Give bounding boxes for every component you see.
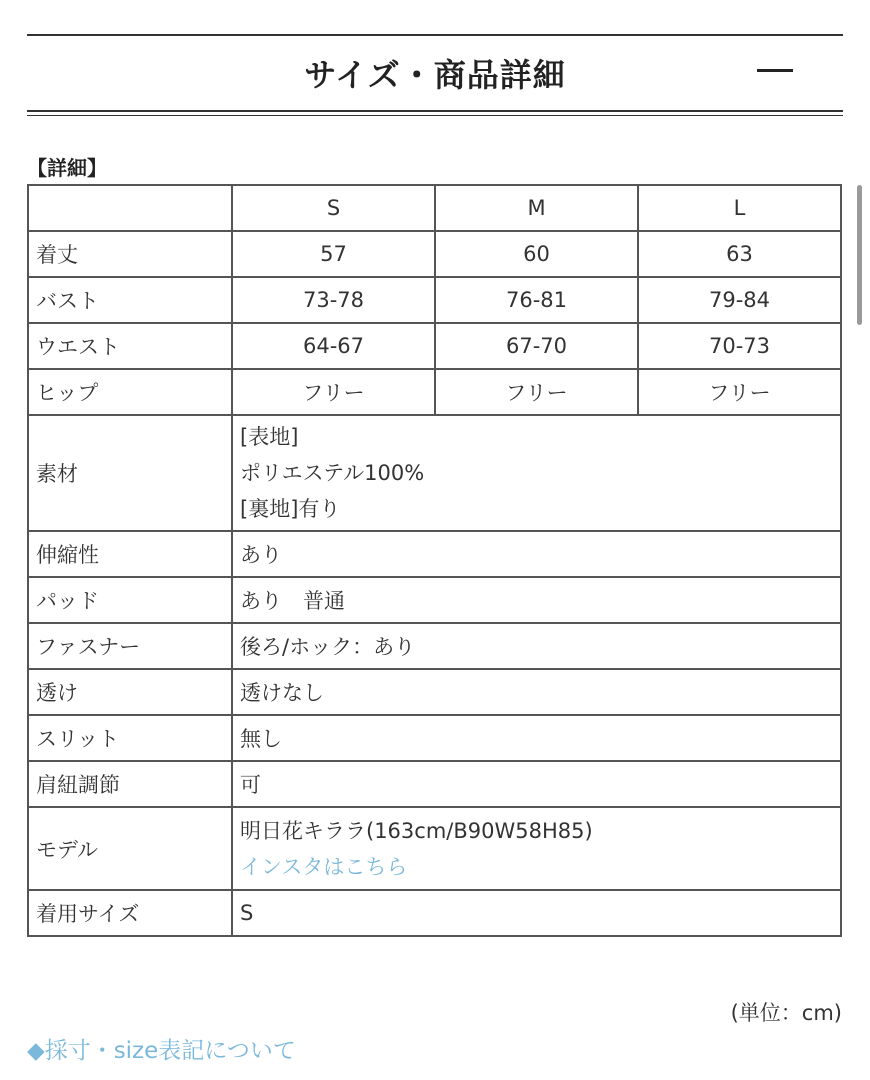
row-label-hip: ヒップ — [28, 369, 232, 415]
cell-bust-s: 73-78 — [232, 277, 435, 323]
table-row — [28, 369, 841, 415]
cell-waist-m: 67-70 — [435, 323, 638, 369]
material-line-outer: [表地] — [240, 425, 299, 449]
column-header-l: L — [638, 185, 841, 231]
table-row — [28, 415, 841, 531]
details-label: 【詳細】 — [27, 156, 107, 180]
minus-icon-bar — [757, 69, 793, 72]
row-label-length: 着丈 — [28, 231, 232, 277]
spec-table — [27, 184, 842, 937]
worn-size-value: S — [232, 890, 841, 936]
cell-length-s: 57 — [232, 231, 435, 277]
material-line-composition: ポリエステル100% — [240, 461, 425, 485]
row-label-stretch: 伸縮性 — [28, 531, 232, 577]
table-row — [28, 323, 841, 369]
material-line-lining: [裏地]有り — [240, 497, 341, 521]
cell-bust-m: 76-81 — [435, 277, 638, 323]
row-label-material: 素材 — [28, 415, 232, 531]
instagram-link[interactable]: インスタはこちら — [240, 854, 408, 879]
strap-value: 可 — [232, 761, 841, 807]
table-row — [28, 277, 841, 323]
pad-value: あり 普通 — [232, 577, 841, 623]
row-label-sheer: 透け — [28, 669, 232, 715]
cell-hip-l: フリー — [638, 369, 841, 415]
material-value — [232, 415, 841, 531]
model-value — [232, 807, 841, 890]
table-row — [28, 231, 841, 277]
table-row — [28, 531, 841, 577]
row-label-slit: スリット — [28, 715, 232, 761]
slit-value: 無し — [232, 715, 841, 761]
stretch-value: あり — [232, 531, 841, 577]
row-label-strap: 肩紐調節 — [28, 761, 232, 807]
table-row — [28, 715, 841, 761]
cell-hip-m: フリー — [435, 369, 638, 415]
row-label-worn-size: 着用サイズ — [28, 890, 232, 936]
header-bottom-divider-thin — [27, 115, 843, 116]
cell-length-l: 63 — [638, 231, 841, 277]
row-label-waist: ウエスト — [28, 323, 232, 369]
header-top-divider — [27, 34, 843, 36]
column-header-m: M — [435, 185, 638, 231]
cell-length-m: 60 — [435, 231, 638, 277]
header-bottom-divider — [27, 110, 843, 112]
cell-bust-l: 79-84 — [638, 277, 841, 323]
table-row — [28, 761, 841, 807]
table-row — [28, 890, 841, 936]
unit-note: (単位：cm) — [730, 1001, 842, 1025]
accordion-header[interactable] — [27, 0, 843, 120]
fastener-value: 後ろ/ホック：あり — [232, 623, 841, 669]
row-label-bust: バスト — [28, 277, 232, 323]
row-label-pad: パッド — [28, 577, 232, 623]
cell-hip-s: フリー — [232, 369, 435, 415]
table-row — [28, 669, 841, 715]
table-row — [28, 807, 841, 890]
sheer-value: 透けなし — [232, 669, 841, 715]
column-header-s: S — [232, 185, 435, 231]
table-header-row — [28, 185, 841, 231]
scrollbar-thumb[interactable] — [857, 185, 862, 325]
size-notation-link[interactable]: ◆採寸・size表記について — [27, 1038, 296, 1064]
row-label-model: モデル — [28, 807, 232, 890]
cell-waist-s: 64-67 — [232, 323, 435, 369]
empty-corner-cell — [28, 185, 232, 231]
section-title: サイズ・商品詳細 — [304, 56, 566, 94]
cell-waist-l: 70-73 — [638, 323, 841, 369]
model-name: 明日花キララ(163cm/B90W58H85) — [240, 818, 593, 843]
row-label-fastener: ファスナー — [28, 623, 232, 669]
minus-icon[interactable] — [757, 56, 793, 84]
table-row — [28, 577, 841, 623]
table-row — [28, 623, 841, 669]
